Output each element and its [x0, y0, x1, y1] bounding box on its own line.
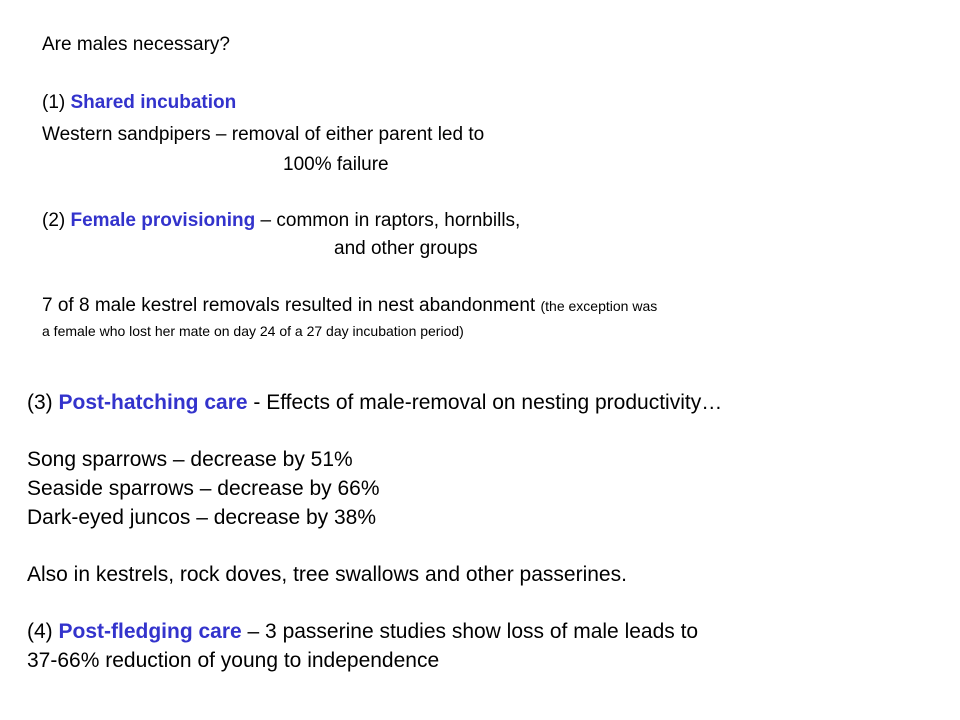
item-2-number: (2): [42, 210, 71, 231]
item-4-number: (4): [27, 620, 59, 643]
item-3-title: Post-hatching care: [58, 391, 248, 414]
item-4-text: – 3 passerine studies show loss of male leads to: [241, 620, 699, 643]
also-text: Also in kestrels, rock doves, tree swallows and other passerines.: [27, 563, 627, 586]
kestrel-text: 7 of 8 male kestrel removals resulted in nest abandonment: [42, 295, 541, 316]
kestrel-line: [42, 295, 657, 317]
item-2-line: [42, 210, 520, 232]
item-3-text: - Effects of male-removal on nesting productivity…: [247, 391, 723, 414]
result-song-sparrows: Song sparrows – decrease by 51%: [27, 448, 353, 471]
item-2-text: – common in raptors, hornbills,: [255, 210, 521, 231]
kestrel-note-2: a female who lost her mate on day 24 of a 27 day incubation period): [42, 323, 464, 339]
result-dark-eyed-juncos: Dark-eyed juncos – decrease by 38%: [27, 506, 377, 529]
item-1-title: Shared incubation: [70, 92, 237, 113]
item-3-number: (3): [27, 391, 59, 414]
item-4-title: Post-fledging care: [58, 620, 242, 643]
item-4-line: [27, 620, 698, 644]
item-4-text-2: 37-66% reduction of young to independence: [27, 649, 440, 672]
item-1-line: [42, 92, 236, 114]
item-1-number: (1): [42, 92, 71, 113]
slide-heading: Are males necessary?: [42, 34, 230, 55]
result-seaside-sparrows: Seaside sparrows – decrease by 66%: [27, 477, 380, 500]
item-2-title: Female provisioning: [70, 210, 256, 231]
item-1-text-2: 100% failure: [283, 154, 389, 175]
kestrel-note: (the exception was: [540, 298, 658, 314]
item-2-text-2: and other groups: [334, 238, 478, 259]
item-1-text: Western sandpipers – removal of either parent led to: [42, 124, 485, 145]
item-3-line: [27, 391, 722, 415]
